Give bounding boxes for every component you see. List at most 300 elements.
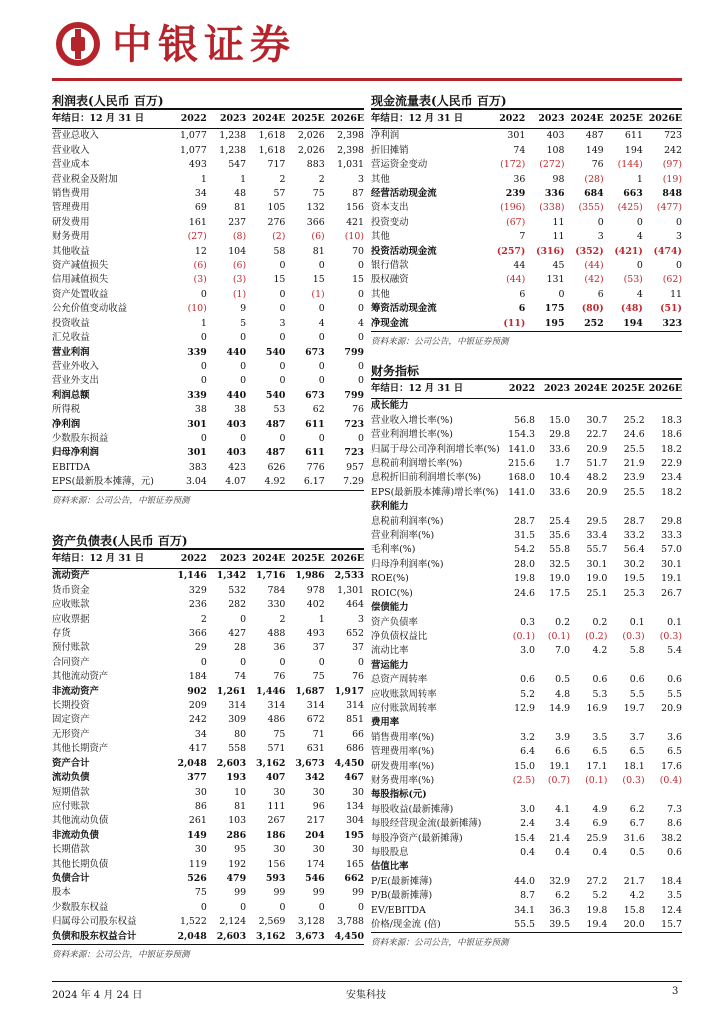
cell-value: 314	[228, 700, 247, 712]
cell-value: 1,077	[179, 144, 207, 156]
row-label: 资产合计	[52, 757, 90, 769]
cell-value: 12.4	[661, 904, 682, 916]
cell-value: 30.1	[586, 558, 608, 570]
cell-value: 1,618	[258, 144, 286, 156]
cell-value: 314	[267, 700, 286, 712]
cell-value: 86	[194, 800, 207, 812]
row-label: 营业利润率(%)	[371, 530, 435, 542]
cell-value: 0	[279, 901, 286, 913]
cell-value: 1	[318, 613, 325, 625]
cell-value: 18.2	[661, 486, 682, 498]
column-header-label: 年结日：12 月 31 日	[371, 110, 486, 129]
cell-value	[607, 399, 644, 414]
cell-value: 30	[194, 786, 207, 798]
cell-value: 329	[188, 584, 207, 596]
cell-value: 2,048	[177, 930, 207, 942]
cell-value: 9	[240, 303, 247, 315]
cell-value: 252	[584, 317, 604, 329]
cell-value: 0	[636, 260, 643, 272]
cell-value: 957	[346, 461, 364, 473]
cell-value: 215.6	[508, 458, 536, 470]
cell-value: (53)	[623, 274, 643, 286]
row-label: 长期借款	[52, 844, 90, 856]
cell-value: (11)	[503, 317, 526, 329]
cell-value: 377	[187, 772, 207, 784]
cell-value: 662	[344, 872, 364, 884]
table-row	[52, 259, 364, 273]
cell-value: 1,618	[258, 130, 286, 142]
cell-value: 6.2	[629, 803, 645, 815]
row-label: 固定资产	[52, 714, 90, 726]
cell-value: 2,026	[297, 144, 325, 156]
cell-value: 62	[312, 404, 325, 416]
row-label: 成长能力	[371, 400, 409, 412]
cell-value: 0	[358, 656, 364, 668]
cell-value: 38.2	[661, 832, 682, 844]
cell-value: 3,673	[295, 757, 325, 769]
brand-name: 中银证券	[112, 21, 296, 68]
table-row	[52, 800, 364, 814]
column-header-year: 2025E	[604, 110, 643, 129]
cell-value: 0.4	[592, 847, 608, 858]
table-row	[52, 403, 364, 417]
cell-value: 19.4	[586, 919, 608, 931]
row-label: 净利润	[371, 130, 400, 142]
table-row	[52, 901, 364, 915]
cell-value: 0	[597, 216, 604, 228]
cell-value: 493	[188, 159, 207, 171]
cell-value: 30.7	[586, 414, 608, 426]
cell-value: 48.2	[586, 472, 608, 484]
cell-value: 55.8	[549, 544, 571, 556]
cell-value: 12	[194, 245, 207, 257]
cell-value: 440	[226, 346, 247, 358]
table-row	[52, 201, 364, 215]
section-heading-row	[371, 860, 682, 874]
row-label: EV/EBITDA	[371, 904, 426, 916]
cell-value: 25.1	[586, 587, 608, 599]
row-label: 资产减值损失	[52, 260, 109, 272]
cell-value	[645, 500, 682, 514]
table-row	[371, 688, 682, 702]
section-heading-row	[371, 399, 682, 414]
cell-value: 2,603	[216, 930, 247, 942]
cell-value: 132	[306, 202, 325, 214]
cell-value: 236	[188, 599, 207, 611]
cell-value: 237	[228, 216, 247, 228]
cell-value: 4.8	[555, 688, 571, 700]
cell-value: 4.07	[225, 476, 247, 488]
cell-value	[570, 716, 607, 730]
table-row	[371, 832, 682, 846]
cell-value: 1	[200, 173, 207, 185]
cell-value: 1,146	[177, 570, 207, 582]
cell-value: 1	[636, 173, 643, 185]
cell-value: 105	[267, 202, 286, 214]
row-label: 营业总收入	[52, 130, 99, 142]
cell-value: 28.7	[514, 515, 536, 527]
row-label: 其他	[371, 288, 390, 300]
table-row	[52, 771, 364, 785]
cell-value: 15.0	[514, 760, 536, 772]
cell-value: 217	[306, 815, 325, 827]
row-label: 管理费用	[52, 202, 90, 214]
cell-value	[500, 788, 535, 802]
cell-value: 4	[318, 317, 325, 329]
column-header-year: 2026E	[325, 550, 364, 569]
row-label: 营业利润增长率(%)	[371, 429, 453, 441]
table-row	[52, 374, 364, 388]
column-header-year: 2026E	[325, 110, 364, 129]
bank-of-china-logo-icon	[56, 22, 100, 66]
cell-value: 55.7	[586, 544, 608, 556]
cell-value: 276	[267, 216, 286, 228]
table-row	[52, 461, 364, 475]
cell-value: 314	[346, 700, 364, 712]
cell-value: 8.7	[520, 890, 536, 902]
cell-value: 493	[306, 628, 325, 640]
table-row	[371, 644, 682, 658]
cell-value: (3)	[193, 274, 207, 286]
row-label: 折旧摊销	[371, 144, 409, 156]
income-statement-panel	[52, 92, 364, 508]
cell-value: 19.1	[661, 573, 682, 585]
cell-value: 0.1	[629, 616, 645, 628]
cell-value: 4	[636, 231, 643, 243]
cell-value: 0	[676, 216, 682, 228]
column-header-year: 2025E	[607, 380, 644, 399]
table-row	[52, 158, 364, 172]
table-row	[371, 414, 682, 428]
row-label: 财务费用	[52, 231, 90, 243]
table-row	[52, 144, 364, 158]
column-header-year: 2023	[207, 110, 246, 129]
cell-value: 11	[670, 288, 682, 300]
row-label: 汇兑收益	[52, 332, 90, 344]
footer-date: 2024 年 4 月 24 日	[52, 990, 143, 1001]
cell-value: 0	[279, 432, 286, 444]
table-row	[371, 187, 682, 201]
row-label: 流动资产	[52, 570, 90, 582]
section-heading-row	[371, 601, 682, 615]
row-label: 营业外收入	[52, 360, 99, 372]
cell-value	[535, 399, 570, 414]
cell-value: 0	[200, 656, 207, 668]
row-label: 营业利润	[52, 346, 90, 358]
cell-value: 165	[346, 858, 364, 870]
cell-value: 4.9	[592, 803, 608, 815]
cell-value: 558	[228, 743, 247, 755]
cell-value: 22.7	[586, 429, 608, 441]
cell-value: 978	[306, 584, 325, 596]
cell-value: (19)	[662, 173, 682, 185]
cell-value: 39.5	[549, 919, 571, 931]
cell-value: 2.4	[520, 818, 536, 830]
balance-title: 资产负债表(人民币 百万)	[52, 532, 364, 550]
cell-value: 195	[544, 317, 565, 329]
cell-value: 28	[234, 642, 247, 654]
cell-value: 10	[234, 786, 247, 798]
table-row	[371, 245, 682, 259]
table-row	[52, 360, 364, 374]
table-row	[52, 843, 364, 857]
cell-value: 30.2	[623, 558, 645, 570]
cell-value: 29	[194, 642, 207, 654]
cell-value: (0.3)	[622, 630, 645, 642]
cell-value: 21.7	[623, 875, 645, 887]
cell-value: 7.3	[667, 803, 682, 815]
cell-value: 74	[234, 671, 247, 683]
table-row	[371, 731, 682, 745]
cell-value: 0	[240, 375, 247, 387]
cell-value: 427	[228, 628, 247, 640]
row-label: 息税折旧前利润增长率(%)	[371, 472, 481, 484]
row-label: 应收票据	[52, 613, 90, 625]
cell-value: 30	[312, 844, 325, 856]
table-row	[52, 584, 364, 598]
cell-value: 23.4	[661, 472, 682, 484]
row-label: 其他长期负债	[52, 858, 109, 870]
cell-value: 0	[318, 260, 325, 272]
cell-value: (8)	[232, 231, 247, 243]
table-row	[52, 713, 364, 727]
row-label: 每股收益(最新摊薄)	[371, 803, 454, 815]
cell-value: 3	[358, 173, 364, 185]
cell-value: (67)	[506, 216, 526, 228]
table-row	[371, 904, 682, 918]
cell-value: 33.3	[661, 530, 682, 542]
cell-value: (474)	[653, 245, 682, 257]
cell-value: 104	[228, 245, 247, 257]
cell-value: 99	[273, 887, 286, 899]
row-label: 非流动资产	[52, 685, 99, 697]
cell-value: 672	[306, 714, 325, 726]
cell-value: 4,450	[334, 757, 364, 769]
cell-value: 1	[240, 173, 247, 185]
row-label: 其他收益	[52, 245, 90, 257]
table-row	[371, 230, 682, 244]
row-label: 归母净利润率(%)	[371, 558, 444, 570]
cell-value: 0	[240, 613, 247, 625]
cell-value: 149	[585, 144, 604, 156]
source-note: 资料来源：公司公告，中银证券预测	[371, 331, 682, 349]
row-label: ROIC(%)	[371, 587, 413, 599]
cell-value: 21.9	[623, 458, 645, 470]
row-label: 费用率	[371, 717, 400, 729]
cell-value: 5.2	[592, 890, 608, 902]
cell-value	[570, 860, 607, 874]
cell-value: 799	[344, 389, 364, 401]
table-row	[52, 858, 364, 872]
cell-value: 99	[352, 887, 364, 899]
cell-value: 5.5	[667, 688, 682, 700]
row-label: 研发费用率(%)	[371, 760, 435, 772]
cell-value	[607, 860, 644, 874]
row-label: 合同资产	[52, 656, 90, 668]
cell-value: 74	[513, 144, 526, 156]
row-label: 非流动负债	[52, 829, 99, 841]
cell-value: 6.9	[592, 818, 608, 830]
section-heading-row	[371, 500, 682, 514]
table-row	[52, 245, 364, 259]
table-row	[371, 774, 682, 788]
cell-value: 174	[306, 858, 325, 870]
row-label: EBITDA	[52, 461, 90, 473]
table-row	[52, 656, 364, 670]
cell-value: 18.1	[623, 760, 645, 772]
table-row	[52, 786, 364, 800]
cell-value: 66	[352, 728, 364, 740]
cell-value: 0	[200, 288, 207, 300]
table-row	[371, 558, 682, 572]
cell-value: 33.6	[549, 486, 571, 498]
row-label: 信用减值损失	[52, 274, 109, 286]
cell-value: 3	[597, 231, 604, 243]
column-header-year: 2022	[168, 110, 207, 129]
cell-value: 194	[623, 317, 643, 329]
cell-value: (0.7)	[547, 774, 571, 786]
cell-value: 6.5	[629, 746, 645, 758]
table-row	[52, 288, 364, 302]
cell-value: 11	[552, 216, 565, 228]
cell-value: 131	[546, 274, 565, 286]
row-label: 资产处置收益	[52, 288, 109, 300]
cell-value: 15.7	[661, 919, 682, 931]
cell-value: 5.8	[629, 645, 645, 657]
cell-value: 30	[352, 844, 364, 856]
cell-value: 487	[265, 447, 286, 459]
cell-value	[535, 601, 570, 615]
cell-value: 17.6	[661, 760, 682, 772]
cell-value: (0.4)	[659, 774, 682, 786]
row-label: 息税前利润增长率(%)	[371, 458, 463, 470]
cell-value: 526	[187, 872, 207, 884]
cell-value: 2	[200, 613, 207, 625]
cell-value: 3.4	[555, 818, 571, 830]
cell-value: 0	[558, 288, 565, 300]
row-label: 少数股东权益	[52, 901, 109, 913]
cell-value: 0.6	[592, 674, 608, 686]
cell-value: 0.2	[592, 616, 608, 628]
cell-value: 776	[306, 461, 325, 473]
cell-value: 19.5	[623, 573, 645, 585]
row-label: 公允价值变动收益	[52, 303, 128, 315]
table-header-row	[52, 550, 364, 569]
cell-value: 204	[305, 829, 325, 841]
cell-value: 6.17	[303, 476, 325, 488]
row-label: 营运能力	[371, 659, 409, 671]
cell-value: 76	[352, 671, 364, 683]
cell-value: 10.4	[549, 472, 571, 484]
cell-value: 75	[312, 188, 325, 200]
row-label: 其他	[371, 231, 390, 243]
page-header	[0, 0, 724, 88]
row-label: 资本支出	[371, 202, 409, 214]
cell-value	[645, 601, 682, 615]
cell-value: 440	[226, 389, 247, 401]
cell-value: 111	[267, 800, 286, 812]
cell-value: 34	[194, 188, 207, 200]
cell-value: 18.2	[661, 443, 682, 455]
table-row	[371, 616, 682, 630]
cell-value: 27.2	[586, 875, 608, 887]
row-label: 股本	[52, 887, 71, 899]
cell-value: (48)	[620, 303, 643, 315]
cell-value: 30	[194, 844, 207, 856]
table-row	[371, 529, 682, 543]
cell-value: 486	[267, 714, 286, 726]
table-row	[371, 846, 682, 860]
table-row	[371, 572, 682, 586]
cell-value: 0	[279, 656, 286, 668]
cell-value: 0	[240, 360, 247, 372]
cell-value	[500, 860, 535, 874]
cell-value: 3.0	[520, 645, 536, 657]
cell-value: 23.9	[623, 472, 645, 484]
cell-value: 487	[585, 130, 604, 142]
cell-value: 25.5	[623, 443, 645, 455]
balance-table	[52, 550, 364, 944]
cell-value	[570, 659, 607, 673]
cell-value: 1,077	[179, 130, 207, 142]
cell-value: 44.0	[514, 875, 536, 887]
column-header-label: 年结日：12 月 31 日	[52, 550, 168, 569]
cell-value: (44)	[584, 260, 604, 272]
cell-value: 3.9	[555, 731, 571, 743]
cell-value: 3,162	[256, 757, 286, 769]
row-label: 营业外支出	[52, 375, 99, 387]
cell-value: (3)	[232, 274, 247, 286]
table-row	[52, 829, 364, 843]
row-label: 流动负债	[52, 772, 90, 784]
cell-value: 0	[200, 375, 207, 387]
row-label: EPS(最新股本摊薄)增长率(%)	[371, 486, 499, 498]
income-table	[52, 110, 364, 490]
cell-value: 18.6	[661, 429, 682, 441]
cell-value	[570, 500, 607, 514]
row-label: 偿债能力	[371, 602, 409, 614]
table-row	[371, 144, 682, 158]
cell-value: 195	[344, 829, 364, 841]
cell-value: 2,048	[177, 757, 207, 769]
cell-value: 239	[505, 188, 526, 200]
cell-value: 593	[265, 872, 286, 884]
table-row	[371, 702, 682, 716]
table-row	[52, 446, 364, 460]
cell-value: 4,450	[334, 930, 364, 942]
row-label: 少数股东损益	[52, 432, 109, 444]
column-header-year: 2023	[535, 380, 570, 399]
table-row	[52, 886, 364, 900]
table-row	[52, 273, 364, 287]
column-header-year: 2024E	[570, 380, 607, 399]
cell-value: 652	[346, 628, 364, 640]
cell-value	[607, 716, 644, 730]
cell-value: 883	[306, 159, 325, 171]
cell-value: 0	[358, 332, 364, 344]
cell-value: 141.0	[508, 443, 536, 455]
cell-value: 383	[188, 461, 207, 473]
column-header-year: 2025E	[285, 550, 324, 569]
cell-value: 99	[312, 887, 325, 899]
cell-value: 6.5	[667, 746, 682, 758]
cell-value: 19.8	[514, 573, 536, 585]
table-row	[371, 173, 682, 187]
cell-value: 31.5	[514, 530, 536, 542]
cell-value: 799	[344, 346, 364, 358]
cell-value	[535, 500, 570, 514]
cell-value: 156	[267, 858, 286, 870]
